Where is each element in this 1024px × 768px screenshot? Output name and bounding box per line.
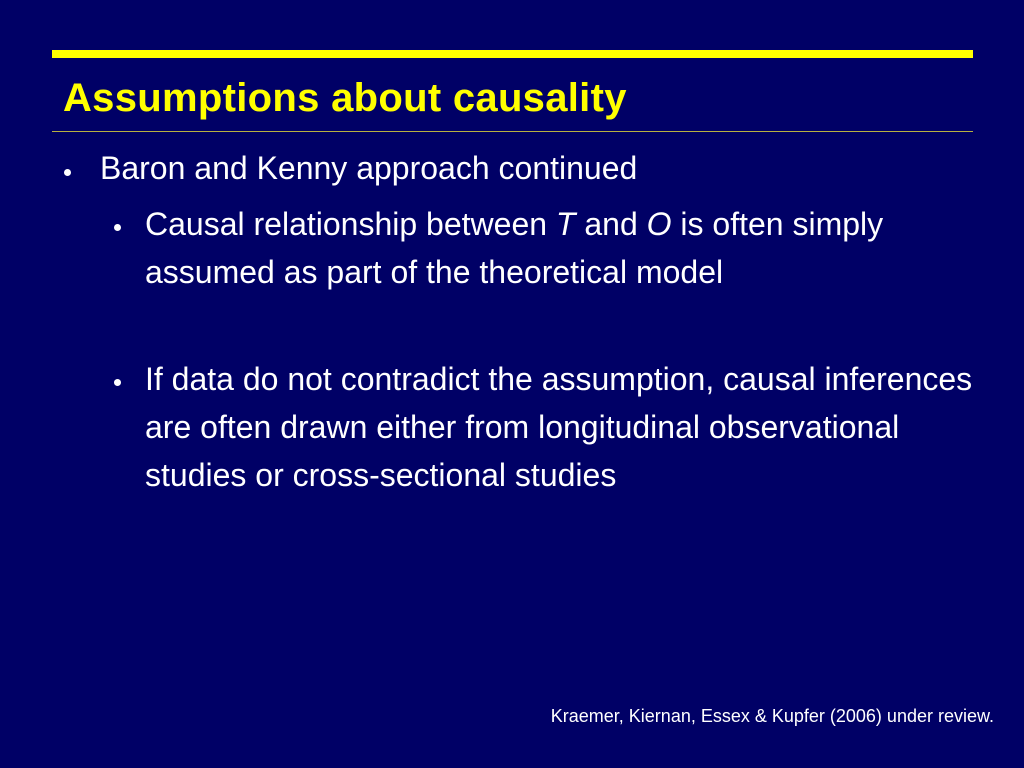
variable-t: T: [555, 206, 576, 242]
bullet-text-middle: and: [575, 206, 647, 242]
bullet-text: Baron and Kenny approach continued: [100, 150, 638, 186]
bullet-text-suffix: is often simply assumed as part of the theoretical model: [145, 206, 884, 290]
bullet-text: If data do not contradict the assumption, causal inferences are often drawn either from longitudinal observational studies or cross-sectional studies: [145, 361, 973, 493]
title-accent-bar: [52, 50, 973, 58]
bullet-level-2-causal-relationship: [145, 200, 995, 296]
variable-o: O: [646, 206, 672, 242]
bullet-dot-icon: [114, 379, 121, 386]
bullet-text-prefix: Causal relationship between: [145, 206, 556, 242]
bullet-level-2-causal-inferences: [145, 355, 995, 499]
citation: Kraemer, Kiernan, Essex & Kupfer (2006) under review.: [550, 706, 994, 726]
bullet-dot-icon: [64, 169, 71, 176]
slide-title: Assumptions about causality: [63, 76, 627, 120]
bullet-dot-icon: [114, 224, 121, 231]
title-divider: [52, 131, 973, 132]
bullet-level-1: [100, 146, 637, 190]
